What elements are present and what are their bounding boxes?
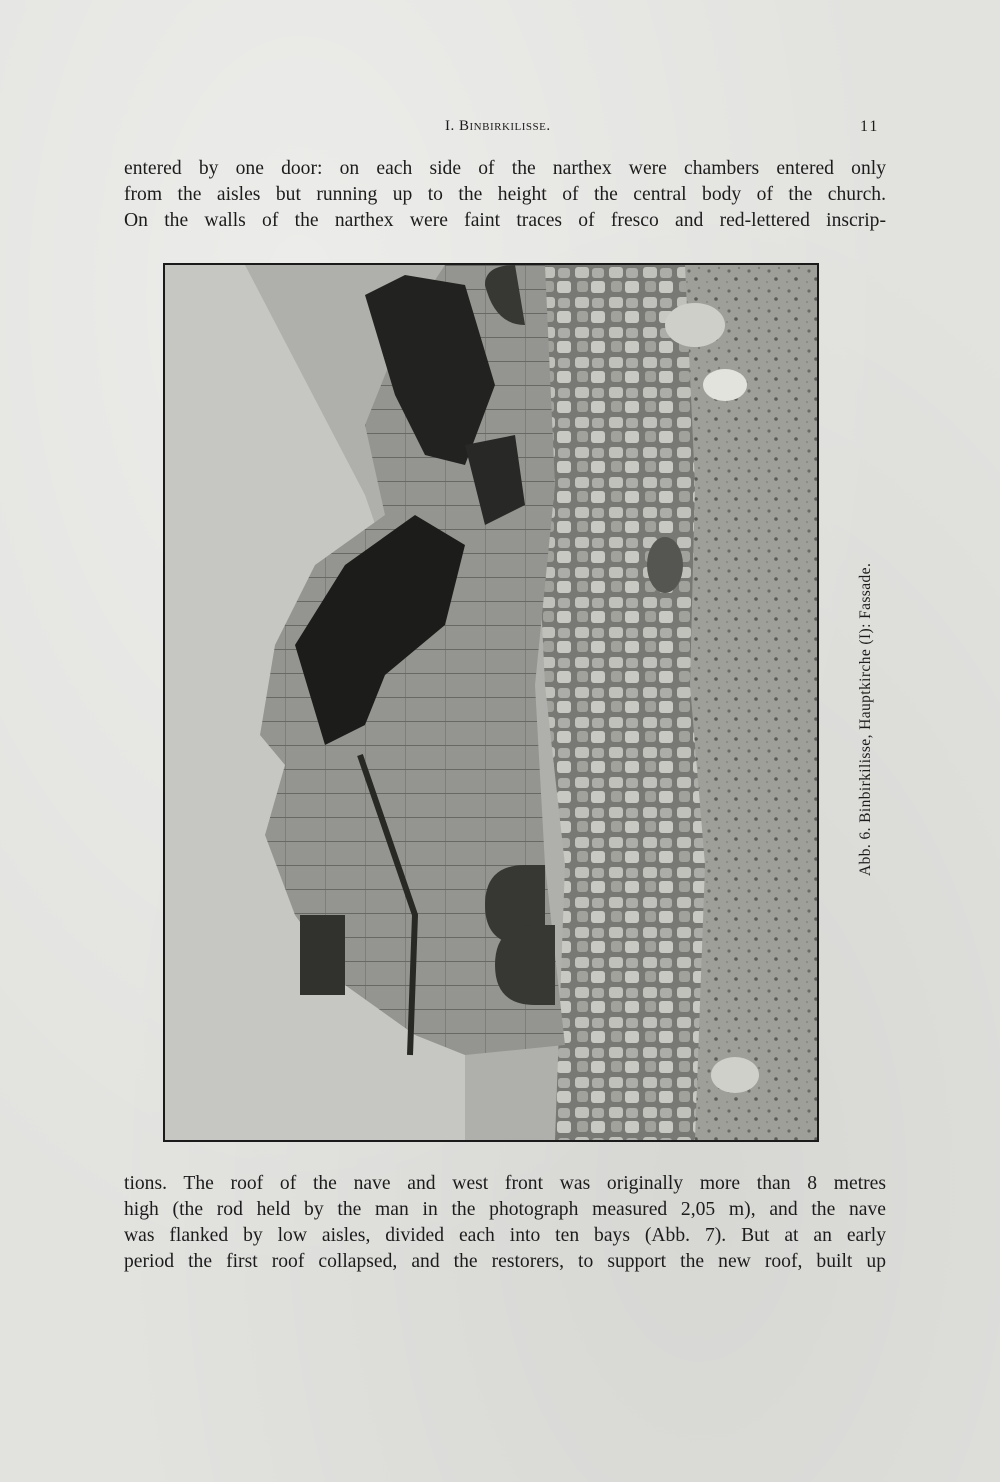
text-line: entered by one door: on each side of the narthex were chambers entered only — [124, 158, 886, 179]
figure-caption — [838, 520, 874, 880]
text-line: high (the rod held by the man in the photograph measured 2,05 m), and the nave — [124, 1199, 886, 1220]
text-line: tions. The roof of the nave and west front was originally more than 8 metres — [124, 1173, 886, 1194]
text-line: from the aisles but running up to the height of the central body of the church. — [124, 184, 886, 205]
text-line: was flanked by low aisles, divided each into ten bays (Abb. 7). But at an early — [124, 1225, 886, 1246]
text-line: On the walls of the narthex were faint traces of fresco and red-lettered inscrip- — [124, 210, 886, 231]
running-title: I. Binbirkilisse. — [445, 118, 551, 134]
paragraph-top — [124, 156, 886, 234]
paragraph-bottom — [124, 1171, 886, 1275]
running-head — [0, 118, 1000, 140]
caption-text: Abb. 6. Binbirkilisse, Hauptkirche (I): Fassade. — [857, 562, 874, 876]
page-number: 11 — [860, 118, 880, 135]
photograph-drawing — [165, 265, 817, 1140]
text-line: period the first roof collapsed, and the restorers, to support the new roof, built up — [124, 1251, 886, 1272]
church-facade-photograph — [163, 263, 819, 1142]
